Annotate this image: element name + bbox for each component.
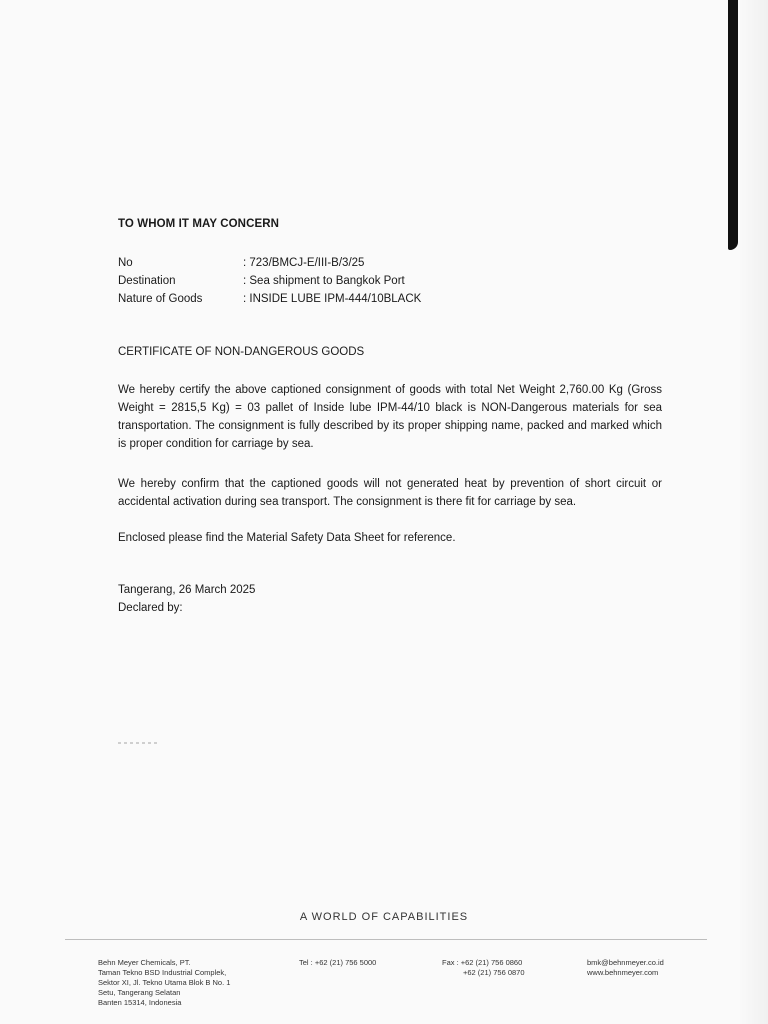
scan-edge-shadow — [738, 0, 768, 1024]
info-row-destination — [118, 272, 421, 290]
place-and-date: Tangerang, 26 March 2025 — [118, 584, 256, 596]
info-row-number — [118, 254, 421, 272]
fax-line: Fax : +62 (21) 756 0860 — [442, 958, 523, 967]
footer-contact — [587, 958, 664, 978]
info-value: : INSIDE LUBE IPM-444/10BLACK — [243, 293, 422, 305]
info-value: : Sea shipment to Bangkok Port — [243, 275, 405, 287]
info-label: No — [118, 257, 133, 269]
info-label: Destination — [118, 275, 176, 287]
enclosure-paragraph: Enclosed please find the Material Safety Data Sheet for reference. — [118, 532, 456, 544]
website-link[interactable]: www.behnmeyer.com — [587, 968, 659, 977]
address-line: Sektor XI, Jl. Tekno Utama Blok B No. 1 — [98, 978, 231, 987]
address-line: Banten 15314, Indonesia — [98, 998, 182, 1007]
info-row-nature-of-goods — [118, 290, 421, 308]
confirmation-paragraph: We hereby confirm that the captioned goods will not generated heat by prevention of short circuit or accidental activation during sea transport. The consignment is there fit for carriage by sea. — [118, 478, 662, 508]
faint-scan-mark — [118, 742, 160, 744]
scan-edge-mark — [728, 0, 738, 250]
telephone-line: Tel : +62 (21) 756 5000 — [299, 958, 377, 967]
certificate-title: CERTIFICATE OF NON-DANGEROUS GOODS — [118, 346, 365, 358]
certification-paragraph: We hereby certify the above captioned consignment of goods with total Net Weight 2,760.00 Kg (Gross Weight = 2815,5 Kg) = 03 pallet of Inside lube IPM-44/10 black is NON-Dangerous materials for sea transportation. The consignment is fully described by its proper shipping name, packed and marked which is proper condition for carriage by sea. — [118, 384, 662, 450]
footer-divider — [65, 939, 707, 940]
email-link[interactable]: bmk@behnmeyer.co.id — [587, 958, 664, 967]
address-line: Behn Meyer Chemicals, PT. — [98, 958, 191, 967]
footer-tagline: A WORLD OF CAPABILITIES — [299, 911, 469, 923]
footer-telephone — [299, 958, 376, 968]
info-label: Nature of Goods — [118, 293, 203, 305]
declared-by-label: Declared by: — [118, 602, 183, 614]
fax-line: +62 (21) 756 0870 — [463, 968, 525, 977]
info-value: : 723/BMCJ-E/III-B/3/25 — [243, 257, 365, 269]
letter-info-block — [118, 254, 421, 308]
footer-fax — [442, 958, 525, 978]
address-line: Setu, Tangerang Selatan — [98, 988, 181, 997]
address-line: Taman Tekno BSD Industrial Complek, — [98, 968, 227, 977]
letter-heading: TO WHOM IT MAY CONCERN — [118, 218, 280, 230]
footer-company-address — [98, 958, 230, 1008]
